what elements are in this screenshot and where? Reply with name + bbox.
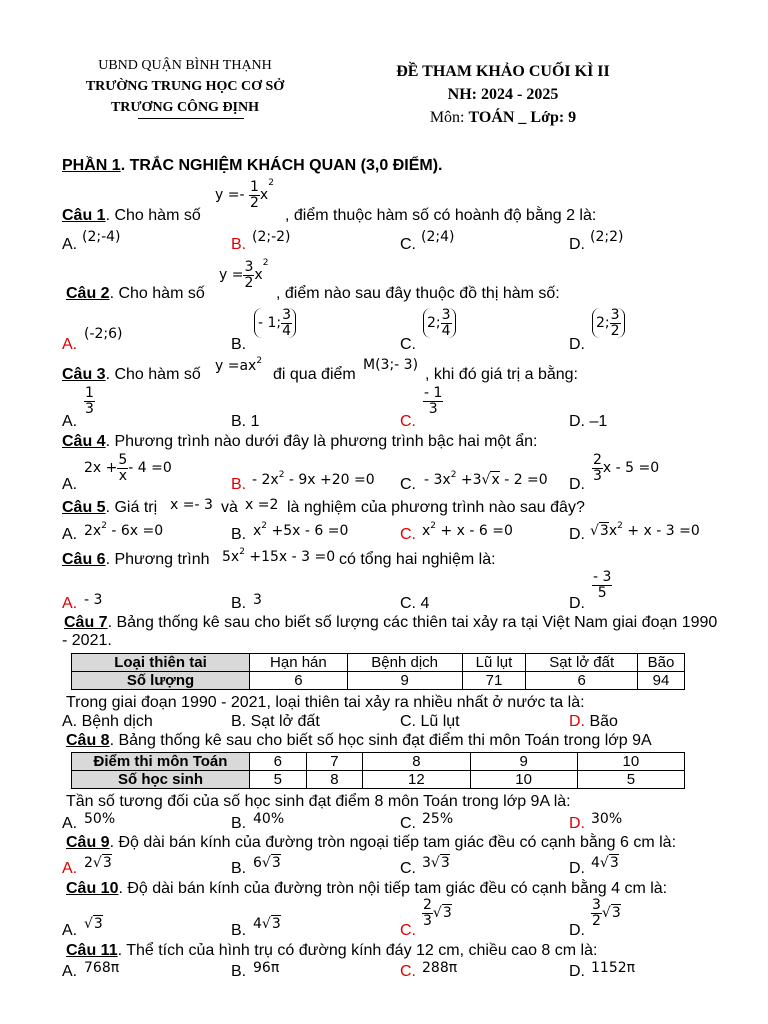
- option-a[interactable]: A.: [62, 860, 78, 877]
- option-d[interactable]: D.: [569, 526, 585, 543]
- option-a[interactable]: A.: [62, 595, 78, 612]
- question-text-cont: có tổng hai nghiệm là:: [339, 551, 496, 568]
- option-b[interactable]: B.: [231, 236, 247, 253]
- question-text: . Bảng thống kê sau cho biết số học sinh đạt điểm thi môn Toán trong lớp 9A: [109, 732, 652, 749]
- exam-title: ĐỀ THAM KHẢO CUỐI KÌ II: [396, 63, 610, 80]
- option-b[interactable]: B. 1: [231, 413, 260, 430]
- option-c-value: $\frac{2}{3}$ √3: [423, 897, 452, 929]
- question-number: Câu 9: [66, 834, 110, 851]
- option-c-value: 288π: [422, 960, 458, 976]
- table-cell: 8: [363, 753, 470, 771]
- question-10: [66, 880, 667, 898]
- question-4: [62, 433, 537, 451]
- question-number: Câu 6: [62, 551, 106, 568]
- table-cell: 6: [250, 753, 307, 771]
- question-3: [62, 366, 201, 384]
- option-a[interactable]: A. Bệnh dịch: [62, 713, 153, 730]
- table-row: [72, 753, 685, 771]
- question-follow-text: Tần số tương đối của số học sinh đạt điểm 8 môn Toán trong lớp 9A là:: [66, 793, 571, 810]
- option-d[interactable]: D.: [569, 922, 585, 939]
- option-b-value: 3: [253, 592, 262, 608]
- option-b[interactable]: B.: [231, 963, 247, 980]
- school-type: TRƯỜNG TRUNG HỌC CƠ SỞ: [85, 79, 285, 94]
- option-c[interactable]: C.: [400, 476, 416, 493]
- question-text: . Phương trình nào dưới đây là phương trình bậc hai một ẩn:: [105, 433, 538, 450]
- question-text-cont: - 2021.: [62, 632, 112, 649]
- option-c[interactable]: C.: [400, 413, 416, 430]
- option-a[interactable]: A.: [62, 815, 78, 832]
- table-cell: 94: [638, 672, 685, 690]
- table-cell: Số lượng: [72, 672, 250, 690]
- score-table: [71, 752, 685, 789]
- option-a[interactable]: A.: [62, 963, 78, 980]
- question-text-cont: , điểm thuộc hàm số có hoành độ bằng 2 là:: [285, 207, 597, 224]
- disaster-table: [71, 653, 685, 690]
- option-d-value: $\frac{3}{2}$ √3: [592, 897, 621, 929]
- question-number: Câu 5: [62, 499, 106, 516]
- option-d[interactable]: D.: [569, 860, 585, 877]
- option-d[interactable]: D. –1: [569, 413, 608, 430]
- formula-q2: y = $\frac{3}{2}$ $x^2$: [219, 258, 269, 291]
- option-b[interactable]: B.: [231, 476, 247, 493]
- table-cell: 7: [306, 753, 363, 771]
- formula-q3: $y =ax^2$: [215, 356, 263, 374]
- option-c-value: 3√3: [422, 855, 450, 871]
- option-d[interactable]: D.: [569, 236, 585, 253]
- option-c-value: $x^2 + x - 6 =0$: [422, 521, 513, 539]
- question-text-cont: là nghiệm của phương trình nào sau đây?: [287, 499, 585, 516]
- school-header-left: [60, 55, 310, 118]
- question-number: Câu 11: [66, 942, 118, 959]
- option-c[interactable]: C. Lũ lụt: [400, 713, 460, 730]
- option-c-value: $\frac{- 1}{3}$: [424, 385, 443, 417]
- table-cell: 6: [526, 672, 638, 690]
- option-c-value: 25%: [422, 811, 454, 827]
- option-c[interactable]: C.: [400, 336, 416, 353]
- subject-value: TOÁN _ Lớp: 9: [468, 109, 577, 126]
- question-number: Câu 7: [64, 614, 108, 631]
- option-c[interactable]: C.: [400, 922, 416, 939]
- question-8: [66, 732, 652, 750]
- option-c[interactable]: C.: [400, 236, 416, 253]
- option-b[interactable]: B.: [231, 336, 247, 353]
- option-c-value: 2; $\frac{3}{4}$: [423, 308, 456, 338]
- question-text: . Cho hàm số: [105, 366, 201, 383]
- option-b-value: (2;-2): [252, 229, 291, 245]
- option-c[interactable]: C.: [400, 526, 416, 543]
- option-c-value: (2;4): [421, 229, 455, 245]
- option-b[interactable]: B.: [231, 860, 247, 877]
- option-a-value: - 3: [84, 592, 103, 608]
- coefficient: 6: [253, 855, 262, 871]
- table-cell: Hạn hán: [250, 654, 348, 672]
- table-row: [72, 672, 685, 690]
- option-b-value: - $2x^2 - 9x +20 =0$: [252, 470, 375, 488]
- table-cell: Sạt lở đất: [526, 654, 638, 672]
- question-1: [62, 207, 201, 225]
- table-cell: 10: [470, 771, 577, 789]
- value-x2: x =2: [245, 497, 279, 513]
- option-a[interactable]: A.: [62, 413, 78, 430]
- option-a-value: 768π: [84, 960, 120, 976]
- question-5: [62, 499, 157, 517]
- option-d-letter: D.: [569, 713, 585, 730]
- question-text-cont: đi qua điểm: [273, 366, 356, 383]
- option-a[interactable]: A.: [62, 236, 78, 253]
- question-text: . Bảng thống kê sau cho biết số lượng các thiên tai xảy ra tại Việt Nam giai đoạn 1990: [107, 614, 718, 631]
- option-d[interactable]: D.: [569, 336, 585, 353]
- question-number: Câu 4: [62, 433, 106, 450]
- option-b-value: 40%: [253, 811, 285, 827]
- coefficient: 4: [253, 916, 262, 932]
- question-text: . Độ dài bán kính của đường tròn ngoại tiếp tam giác đều có cạnh bằng 6 cm là:: [109, 834, 677, 851]
- question-follow-text: Trong giai đoạn 1990 - 2021, loại thiên tai xảy ra nhiều nhất ở nước ta là:: [66, 694, 585, 711]
- option-b-value: 6√3: [253, 855, 281, 871]
- question-number: Câu 3: [62, 366, 106, 383]
- option-a-value: 2x + $\frac{5}{x}$ - 4 =0: [84, 452, 172, 484]
- question-7: [64, 614, 717, 632]
- option-a[interactable]: A.: [62, 336, 78, 353]
- subject-line: [363, 106, 643, 129]
- school-year: NH: 2024 - 2025: [447, 86, 559, 103]
- table-cell: 5: [577, 771, 684, 789]
- value-x1: x =- 3: [170, 497, 213, 513]
- table-cell: 6: [250, 672, 348, 690]
- option-d-value: 4√3: [591, 855, 619, 871]
- option-b[interactable]: B.: [231, 526, 247, 543]
- table-cell: 8: [306, 771, 363, 789]
- question-text-cont: , điểm nào sau đây thuộc đồ thị hàm số:: [276, 285, 560, 302]
- option-a[interactable]: A.: [62, 476, 78, 493]
- option-d[interactable]: D.: [569, 815, 585, 832]
- table-cell: Bão: [638, 654, 685, 672]
- option-b-value: - 1; $\frac{3}{4}$: [254, 308, 296, 338]
- option-d-value: 30%: [591, 811, 623, 827]
- table-row: [72, 654, 685, 672]
- option-a-value: $2x^2 - 6x =0$: [84, 521, 164, 539]
- question-number: Câu 10: [66, 880, 119, 897]
- option-d-value: $√3x^2 + x - 3 =0$: [590, 521, 700, 539]
- table-cell: 9: [470, 753, 577, 771]
- table-cell: 5: [250, 771, 307, 789]
- question-text: . Cho hàm số: [105, 207, 201, 224]
- option-d[interactable]: D.: [569, 476, 585, 493]
- table-cell: Lũ lụt: [462, 654, 526, 672]
- option-a-value: $\frac{1}{3}$: [85, 385, 94, 417]
- option-d[interactable]: [569, 713, 618, 731]
- exam-header-right: [363, 60, 643, 129]
- section-heading: . TRẮC NGHIỆM KHÁCH QUAN (3,0 ĐIỂM).: [120, 157, 443, 174]
- coefficient: 2: [84, 855, 93, 871]
- option-a[interactable]: A.: [62, 526, 78, 543]
- table-cell: 9: [347, 672, 462, 690]
- option-a[interactable]: A.: [62, 922, 78, 939]
- option-d[interactable]: D.: [569, 963, 585, 980]
- table-cell: 10: [577, 753, 684, 771]
- option-c[interactable]: C.: [400, 963, 416, 980]
- table-cell: Số học sinh: [72, 771, 250, 789]
- header-underline: [138, 118, 244, 119]
- question-number: Câu 1: [62, 207, 106, 224]
- question-text: . Cho hàm số: [109, 285, 205, 302]
- option-c[interactable]: C.: [400, 815, 416, 832]
- subject-label: Môn:: [429, 109, 469, 126]
- coefficient: 4: [591, 855, 600, 871]
- option-b-value: $x^2 +5x - 6 =0$: [253, 521, 349, 539]
- point-m: M(3;- 3): [363, 357, 419, 373]
- option-d[interactable]: D.: [569, 595, 585, 612]
- option-c-value: - $3x^2 +3√x - 2 =0$: [424, 470, 548, 488]
- question-6: [62, 551, 210, 569]
- option-b[interactable]: B. Sạt lở đất: [231, 713, 320, 730]
- question-text: . Phương trình: [105, 551, 210, 568]
- question-2: [66, 285, 205, 303]
- district-name: UBND QUẬN BÌNH THẠNH: [98, 58, 272, 73]
- option-b[interactable]: B.: [231, 815, 247, 832]
- option-d-value: 1152π: [591, 960, 636, 976]
- formula-q1: y =- $\frac{1}{2}$ $x^2$: [215, 178, 274, 211]
- question-number: Câu 2: [66, 285, 110, 302]
- option-a-value: 2√3: [84, 855, 112, 871]
- table-cell: Loại thiên tai: [72, 654, 250, 672]
- section-label: PHẦN 1: [62, 157, 121, 174]
- option-b-value: 96π: [253, 960, 280, 976]
- table-cell: Điểm thi môn Toán: [72, 753, 250, 771]
- table-cell: 12: [363, 771, 470, 789]
- coefficient: 3: [422, 855, 431, 871]
- option-a-value: 50%: [84, 811, 116, 827]
- question-11: [66, 942, 597, 960]
- school-name: TRƯƠNG CÔNG ĐỊNH: [110, 100, 260, 115]
- option-d-value: (2;2): [590, 229, 624, 245]
- question-text: . Giá trị: [105, 499, 158, 516]
- option-c[interactable]: C. 4: [400, 595, 430, 612]
- question-text: . Độ dài bán kính của đường tròn nội tiếp tam giác đều có cạnh bằng 4 cm là:: [118, 880, 668, 897]
- option-b[interactable]: B.: [231, 922, 247, 939]
- question-number: Câu 8: [66, 732, 110, 749]
- option-c[interactable]: C.: [400, 860, 416, 877]
- question-text-and: và: [221, 499, 238, 516]
- option-d-value: $\frac{- 3}{5}$: [593, 569, 612, 601]
- option-b[interactable]: B.: [231, 595, 247, 612]
- option-a-value: (2;-4): [82, 229, 121, 245]
- option-d-label: Bão: [589, 713, 618, 730]
- question-9: [66, 834, 676, 852]
- option-d-value: $\frac{2}{3}$ x - 5 =0: [593, 452, 660, 484]
- formula-q6: $5x^2 +15x - 3 =0$: [222, 547, 336, 565]
- option-a-value: √3: [84, 916, 103, 932]
- section-title: [62, 157, 442, 175]
- option-a-value: (-2;6): [84, 326, 123, 342]
- table-cell: Bệnh dịch: [347, 654, 462, 672]
- option-b-value: 4√3: [253, 916, 281, 932]
- question-text-cont2: , khi đó giá trị a bằng:: [425, 366, 578, 383]
- option-d-value: 2; $\frac{3}{2}$: [592, 308, 625, 338]
- table-cell: 71: [462, 672, 526, 690]
- table-row: [72, 771, 685, 789]
- question-text: . Thể tích của hình trụ có đường kính đáy 12 cm, chiều cao 8 cm là:: [117, 942, 598, 959]
